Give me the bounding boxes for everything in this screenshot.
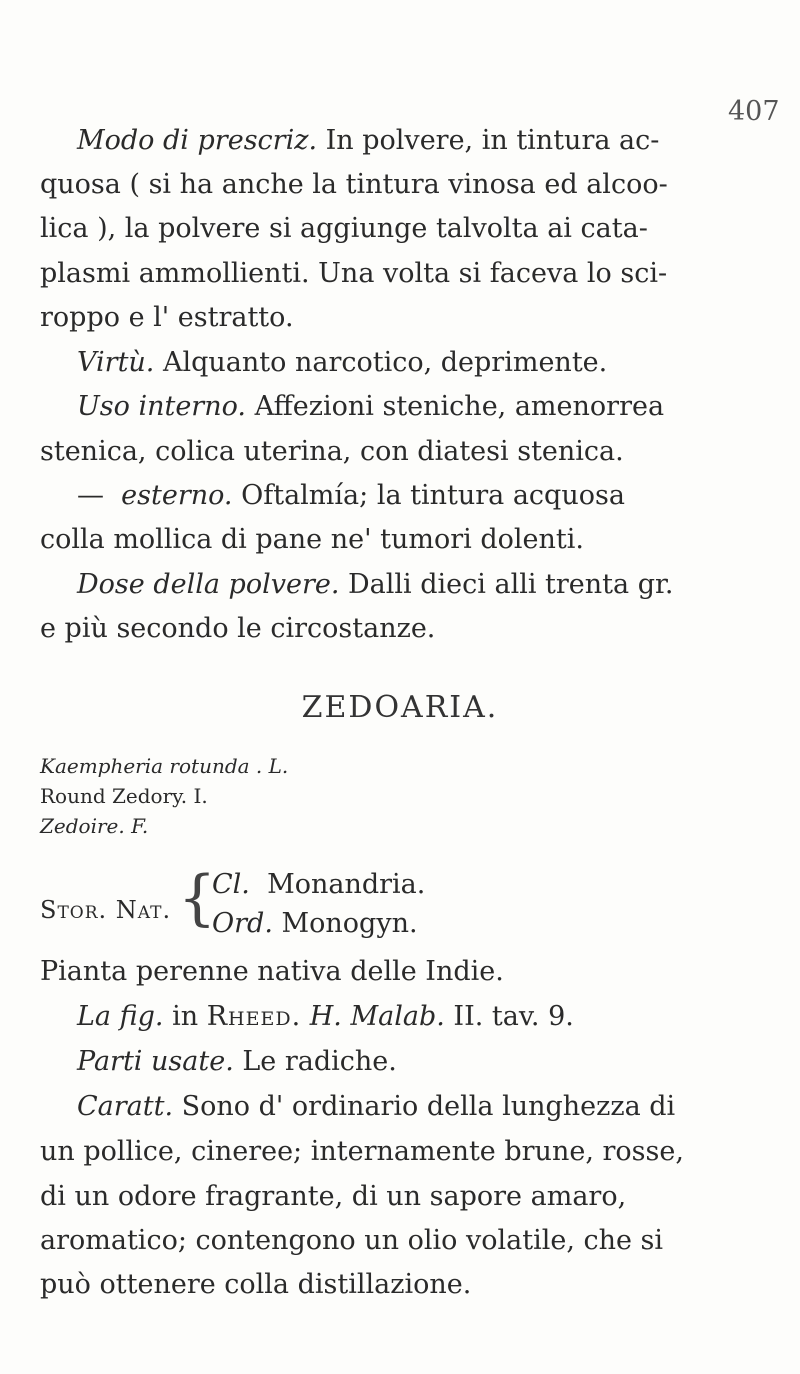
esterno-label: esterno.	[121, 480, 233, 511]
order-value: Monogyn.	[281, 908, 418, 939]
order-label: Ord.	[212, 908, 273, 939]
caratt-text: Sono d' ordinario della lunghezza di	[181, 1091, 676, 1122]
fig-in: in	[172, 1001, 199, 1032]
virtu-line	[77, 346, 607, 380]
virtu-text: Alquanto narcotico, deprimente.	[162, 347, 608, 378]
virtu-label: Virtù.	[77, 347, 155, 378]
caratt-line-5: può ottenere colla distillazione.	[40, 1269, 472, 1300]
parti-line	[77, 1045, 397, 1079]
fig-rheed: Rheed.	[206, 1001, 302, 1032]
prescription-line-4: plasmi ammollienti. Una volta si faceva lo sci-	[40, 258, 668, 289]
stor-nat-label: Stor. Nat.	[40, 896, 172, 924]
class-line	[212, 869, 425, 900]
uso-line-2: stenica, colica uterina, con diatesi stenica.	[40, 436, 624, 467]
section-title: ZEDOARIA.	[301, 690, 499, 725]
prescription-line-1	[77, 124, 659, 158]
caratt-line-1	[77, 1090, 675, 1124]
fig-rest: II. tav. 9.	[453, 1001, 574, 1032]
synonym-english: Round Zedory. I.	[40, 784, 208, 808]
esterno-line-1	[77, 479, 625, 513]
uso-label: Uso interno.	[77, 391, 246, 422]
prescription-line-2: quosa ( si ha anche la tintura vinosa ed alcoo-	[40, 169, 668, 200]
fig-line	[77, 1000, 574, 1034]
page-number: 407	[728, 96, 780, 127]
brace-symbol: {	[178, 863, 217, 933]
caratt-label: Caratt.	[77, 1091, 174, 1122]
uso-line-1	[77, 390, 664, 424]
uso-text: Affezioni steniche, amenorrea	[254, 391, 665, 422]
prescription-line-5: roppo e l' estratto.	[40, 302, 294, 333]
caratt-line-4: aromatico; contengono un olio volatile, che si	[40, 1225, 664, 1256]
caratt-line-2: un pollice, cineree; internamente brune, rosse,	[40, 1136, 684, 1167]
order-line	[212, 908, 418, 939]
prescription-line-3: lica ), la polvere si aggiunge talvolta ai cata-	[40, 213, 648, 244]
fig-malab: H. Malab.	[309, 1001, 445, 1032]
parti-text: Le radiche.	[242, 1046, 397, 1077]
esterno-line-2: colla mollica di pane ne' tumori dolenti.	[40, 524, 584, 555]
esterno-text: Oftalmía; la tintura acquosa	[241, 480, 625, 511]
dose-label: Dose della polvere.	[77, 569, 340, 600]
fig-label: La fig.	[77, 1001, 164, 1032]
esterno-dash: —	[77, 480, 104, 511]
synonym-french: Zedoire. F.	[40, 814, 149, 838]
class-label: Cl.	[212, 869, 250, 900]
prescription-label: Modo di prescriz.	[77, 125, 318, 156]
pianta-line: Pianta perenne nativa delle Indie.	[40, 956, 504, 987]
class-value: Monandria.	[267, 869, 426, 900]
prescription-text: In polvere, in tintura ac-	[325, 125, 660, 156]
dose-line-2: e più secondo le circostanze.	[40, 613, 436, 644]
parti-label: Parti usate.	[77, 1046, 234, 1077]
dose-line-1	[77, 568, 674, 602]
dose-text: Dalli dieci alli trenta gr.	[348, 569, 674, 600]
caratt-line-3: di un odore fragrante, di un sapore amaro,	[40, 1181, 627, 1212]
synonym-latin: Kaempheria rotunda . L.	[40, 754, 289, 778]
